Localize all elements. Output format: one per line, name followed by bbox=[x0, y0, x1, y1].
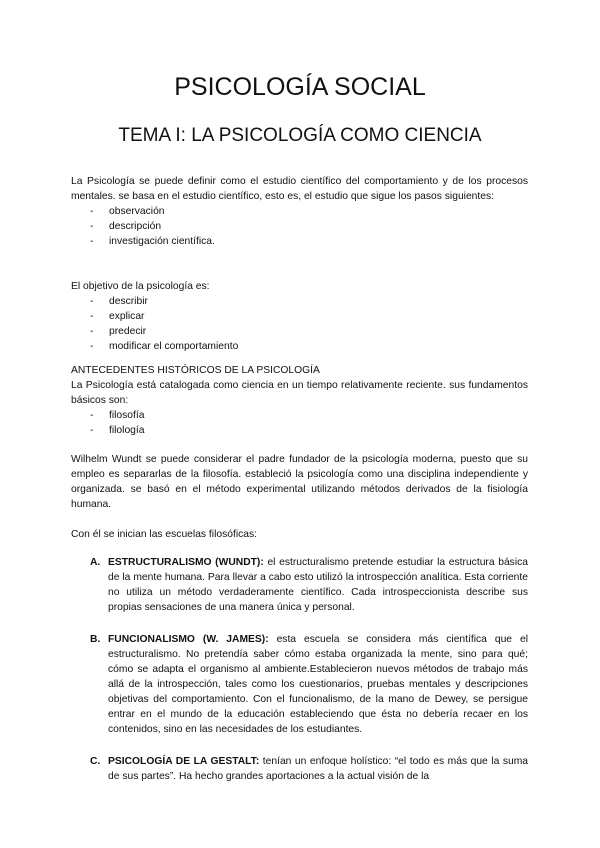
history-paragraph: La Psicología está catalogada como ciencia en un tiempo relativamente reciente. sus fundamentos básicos son: bbox=[71, 380, 528, 406]
schools-intro: Con él se inician las escuelas filosóficas: bbox=[71, 529, 258, 540]
item-letter: B. bbox=[90, 634, 101, 645]
item-letter: A. bbox=[90, 557, 101, 568]
school-item bbox=[71, 754, 528, 784]
list-item: - predecir bbox=[71, 324, 528, 339]
foundations-list bbox=[71, 408, 528, 438]
objective-lead: El objetivo de la psicología es: bbox=[71, 281, 210, 292]
list-item: - descripción bbox=[71, 219, 528, 234]
list-item: - investigación científica. bbox=[71, 234, 528, 249]
intro-paragraph: La Psicología se puede definir como el estudio científico del comportamiento y de los procesos mentales. se basa en el estudio científico, esto es, el estudio que sigue los pasos siguientes: bbox=[71, 176, 528, 202]
history-heading: ANTECEDENTES HISTÓRICOS DE LA PSICOLOGÍA bbox=[71, 365, 320, 376]
school-name: FUNCIONALISMO (W. JAMES): bbox=[108, 634, 269, 645]
list-item: - observación bbox=[71, 204, 528, 219]
school-name: ESTRUCTURALISMO (WUNDT): bbox=[108, 557, 264, 568]
schools-list bbox=[71, 555, 528, 784]
list-item: - modificar el comportamiento bbox=[71, 339, 528, 354]
school-description: tenían un enfoque holístico: “el todo es más que la suma de sus partes”. Ha hecho grandes aportaciones a la actual visión de la bbox=[108, 756, 529, 782]
document-title: PSICOLOGÍA SOCIAL bbox=[174, 73, 426, 101]
school-item bbox=[71, 555, 528, 615]
intro-section bbox=[71, 174, 528, 249]
wundt-paragraph: Wilhelm Wundt se puede considerar el padre fundador de la psicología moderna, puesto que su empleo es separarlas de la filosofía. estableció la psicología como una disciplina independiente y organizada. se basó en el método experimental utilizando métodos derivados de la fisiología humana. bbox=[71, 454, 528, 510]
section-title: TEMA I: LA PSICOLOGÍA COMO CIENCIA bbox=[118, 125, 482, 146]
school-description: esta escuela se considera más científica que el estructuralismo. No pretendía saber cómo estaba organizada la mente, sino para qué; cómo se adapta el organismo al ambiente.Establecieron nuevos métodos de trabajo más allá de la introspección, tales como los cuestionarios, pruebas mentales y descripciones objetivas del comportamiento. Con el funcionalismo, de la mano de Dewey, se persigue entrar en el mundo de la educación estableciendo que ésta no debería recaer en los contenidos, sino en las necesidades de los estudiantes. bbox=[108, 634, 528, 735]
list-item: - filología bbox=[71, 423, 528, 438]
schools-intro-section bbox=[71, 527, 528, 542]
wundt-section bbox=[71, 452, 528, 512]
list-item: - describir bbox=[71, 294, 528, 309]
objective-list bbox=[71, 294, 528, 354]
list-item: - explicar bbox=[71, 309, 528, 324]
list-item: - filosofía bbox=[71, 408, 528, 423]
schools-section bbox=[71, 555, 528, 801]
school-item bbox=[71, 632, 528, 737]
steps-list bbox=[71, 204, 528, 249]
objective-section bbox=[71, 279, 528, 354]
item-letter: C. bbox=[90, 756, 101, 767]
school-name: PSICOLOGÍA DE LA GESTALT: bbox=[108, 756, 260, 767]
school-description: el estructuralismo pretende estudiar la estructura básica de la mente humana. Para llevar a cabo esto utilizó la introspección analítica. Esta corriente no utiliza un método verdaderamente científico. Cada introspeccionista describe sus propias sensaciones de una manera única y personal. bbox=[108, 557, 528, 613]
history-section bbox=[71, 363, 528, 438]
